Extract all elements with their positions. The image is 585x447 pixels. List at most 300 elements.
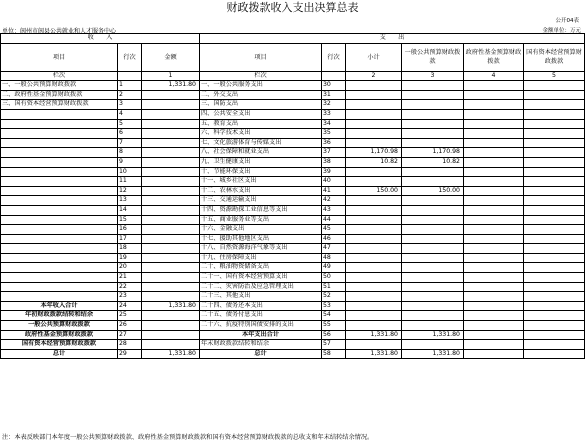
form-code: 公开04表 (555, 18, 579, 24)
expense-gov-fund (464, 186, 524, 196)
income-line: 20 (118, 263, 142, 273)
expense-state-capital (524, 321, 585, 331)
table-row (1, 167, 585, 177)
income-amount (142, 167, 200, 177)
expense-general-budget (402, 273, 464, 283)
col-line-right: 行次 (322, 43, 346, 71)
income-line: 2 (118, 90, 142, 100)
footnote: 注：本表反映部门本年度一般公共预算财政拨款、政府性基金预算财政拨款和国有资本经营预算财政拨款的总收支和年末结转结余情况。 (2, 434, 374, 441)
col-amount: 金额 (142, 43, 200, 71)
income-amount (142, 292, 200, 302)
income-line: 25 (118, 311, 142, 321)
expense-line: 42 (322, 196, 346, 206)
expense-gov-fund (464, 234, 524, 244)
expense-item: 四、公共安全支出 (200, 109, 322, 119)
income-amount (142, 138, 200, 148)
table-row (1, 138, 585, 148)
expense-subtotal (346, 129, 402, 139)
expense-item: 本年支出合计 (200, 330, 322, 340)
expense-state-capital (524, 109, 585, 119)
expense-subtotal (346, 109, 402, 119)
expense-state-capital (524, 330, 585, 340)
expense-gov-fund (464, 157, 524, 167)
expense-gov-fund (464, 301, 524, 311)
income-line: 5 (118, 119, 142, 129)
expense-subtotal (346, 273, 402, 283)
expense-gov-fund (464, 109, 524, 119)
income-line: 6 (118, 129, 142, 139)
income-amount (142, 244, 200, 254)
expense-gov-fund (464, 321, 524, 331)
expense-general-budget: 10.82 (402, 157, 464, 167)
expense-item: 十一、城乡社区支出 (200, 177, 322, 187)
expense-subtotal (346, 244, 402, 254)
income-item (1, 157, 118, 167)
col-num-3: 3 (402, 71, 464, 81)
expense-general-budget (402, 167, 464, 177)
expense-state-capital (524, 292, 585, 302)
expense-general-budget (402, 234, 464, 244)
expense-subtotal (346, 81, 402, 91)
income-amount (142, 129, 200, 139)
expense-line: 57 (322, 340, 346, 350)
expense-general-budget (402, 138, 464, 148)
col-item-left: 项目 (1, 43, 118, 71)
income-line: 24 (118, 301, 142, 311)
expense-line: 51 (322, 282, 346, 292)
expense-item: 二十二、灾害防治及应急管理支出 (200, 282, 322, 292)
expense-subtotal (346, 321, 402, 331)
expense-subtotal (346, 167, 402, 177)
income-line: 15 (118, 215, 142, 225)
expense-line: 43 (322, 205, 346, 215)
expense-state-capital (524, 263, 585, 273)
expense-general-budget (402, 129, 464, 139)
income-item (1, 244, 118, 254)
expense-item: 三、国防支出 (200, 100, 322, 110)
expense-gov-fund (464, 349, 524, 359)
expense-state-capital (524, 167, 585, 177)
income-amount (142, 215, 200, 225)
income-item (1, 177, 118, 187)
income-line: 29 (118, 349, 142, 359)
table-row (1, 225, 585, 235)
expense-item: 二十五、债务付息支出 (200, 311, 322, 321)
expense-subtotal (346, 119, 402, 129)
expense-item: 十二、农林水支出 (200, 186, 322, 196)
expense-subtotal (346, 100, 402, 110)
income-item: 政府性基金预算财政拨款 (1, 330, 118, 340)
table-row (1, 273, 585, 283)
expense-gov-fund (464, 273, 524, 283)
expense-state-capital (524, 301, 585, 311)
income-item (1, 205, 118, 215)
income-amount (142, 109, 200, 119)
expense-state-capital (524, 129, 585, 139)
income-amount (142, 100, 200, 110)
expense-item: 二十、粮油物资储备支出 (200, 263, 322, 273)
income-line: 14 (118, 205, 142, 215)
income-item: 一般公共预算财政拨款 (1, 321, 118, 331)
income-amount (142, 225, 200, 235)
expense-gov-fund (464, 205, 524, 215)
expense-general-budget (402, 301, 464, 311)
income-amount (142, 282, 200, 292)
expense-state-capital (524, 186, 585, 196)
expense-line: 38 (322, 157, 346, 167)
expense-subtotal (346, 196, 402, 206)
income-item (1, 109, 118, 119)
expense-line: 49 (322, 263, 346, 273)
expense-subtotal (346, 263, 402, 273)
expense-item: 十、节能环保支出 (200, 167, 322, 177)
expense-subtotal: 1,170.98 (346, 148, 402, 158)
expense-state-capital (524, 244, 585, 254)
expense-line: 46 (322, 234, 346, 244)
income-line: 17 (118, 234, 142, 244)
expense-state-capital (524, 177, 585, 187)
col-state-capital: 国有资本经营预算财政拨款 (524, 43, 585, 71)
income-amount (142, 177, 200, 187)
expense-general-budget (402, 109, 464, 119)
expense-line: 40 (322, 177, 346, 187)
income-line: 16 (118, 225, 142, 235)
expense-state-capital (524, 225, 585, 235)
expense-line: 45 (322, 225, 346, 235)
income-amount: 1,331.80 (142, 81, 200, 91)
income-amount (142, 340, 200, 350)
income-amount (142, 234, 200, 244)
expense-state-capital (524, 157, 585, 167)
expense-line: 52 (322, 292, 346, 302)
income-item: 三、国有资本经营预算财政拨款 (1, 100, 118, 110)
income-amount (142, 119, 200, 129)
expense-line: 39 (322, 167, 346, 177)
expense-subtotal (346, 282, 402, 292)
income-header: 收 入 (1, 34, 200, 44)
income-amount (142, 196, 200, 206)
expense-item: 十七、援助其他地区支出 (200, 234, 322, 244)
expense-general-budget (402, 196, 464, 206)
expense-general-budget: 1,170.98 (402, 148, 464, 158)
expense-subtotal: 1,331.80 (346, 330, 402, 340)
income-item (1, 292, 118, 302)
expense-state-capital (524, 349, 585, 359)
col-line-left: 行次 (118, 43, 142, 71)
expense-subtotal (346, 292, 402, 302)
col-gov-fund: 政府性基金预算财政拨款 (464, 43, 524, 71)
expense-general-budget (402, 263, 464, 273)
table-row (1, 109, 585, 119)
table-row (1, 90, 585, 100)
expense-subtotal (346, 215, 402, 225)
income-item: 总计 (1, 349, 118, 359)
income-item (1, 253, 118, 263)
expense-item: 五、教育支出 (200, 119, 322, 129)
col-num-4: 4 (464, 71, 524, 81)
income-item (1, 167, 118, 177)
expense-state-capital (524, 273, 585, 283)
expense-line: 58 (322, 349, 346, 359)
expense-state-capital (524, 148, 585, 158)
income-line: 13 (118, 196, 142, 206)
expense-line: 35 (322, 129, 346, 139)
table-row (1, 148, 585, 158)
expense-line: 34 (322, 119, 346, 129)
expense-state-capital (524, 119, 585, 129)
expense-gov-fund (464, 282, 524, 292)
expense-gov-fund (464, 177, 524, 187)
income-line: 1 (118, 81, 142, 91)
income-item: 二、政府性基金预算财政拨款 (1, 90, 118, 100)
expense-state-capital (524, 282, 585, 292)
expense-line: 47 (322, 244, 346, 254)
income-item: 国有资本经营预算财政拨款 (1, 340, 118, 350)
income-item: 一、一般公共预算财政拨款 (1, 81, 118, 91)
expense-general-budget (402, 100, 464, 110)
col-item-right: 项目 (200, 43, 322, 71)
income-amount (142, 148, 200, 158)
table-row (1, 177, 585, 187)
table-row (1, 215, 585, 225)
expense-item: 十六、金融支出 (200, 225, 322, 235)
income-item (1, 234, 118, 244)
expense-item: 八、社会保障和就业支出 (200, 148, 322, 158)
table-row (1, 196, 585, 206)
expense-item: 二、外交支出 (200, 90, 322, 100)
expense-line: 53 (322, 301, 346, 311)
expense-gov-fund (464, 292, 524, 302)
expense-gov-fund (464, 225, 524, 235)
income-line: 4 (118, 109, 142, 119)
expense-gov-fund (464, 215, 524, 225)
table-row (1, 253, 585, 263)
table-row (1, 244, 585, 254)
expense-item: 二十一、国有资本经营预算支出 (200, 273, 322, 283)
expense-general-budget: 1,331.80 (402, 330, 464, 340)
income-line: 26 (118, 321, 142, 331)
income-item (1, 119, 118, 129)
table-row (1, 349, 585, 359)
expense-subtotal (346, 311, 402, 321)
table-row (1, 321, 585, 331)
income-item (1, 129, 118, 139)
income-line: 21 (118, 273, 142, 283)
col-num-2: 2 (346, 71, 402, 81)
table-row (1, 330, 585, 340)
expense-gov-fund (464, 244, 524, 254)
budget-table (0, 33, 585, 359)
income-amount (142, 253, 200, 263)
expense-subtotal (346, 340, 402, 350)
income-item (1, 196, 118, 206)
income-item (1, 148, 118, 158)
expense-line: 44 (322, 215, 346, 225)
col-label-left: 栏次 (1, 71, 118, 81)
page-title: 财政拨款收入支出决算总表 (226, 1, 359, 14)
expense-general-budget (402, 282, 464, 292)
income-line: 11 (118, 177, 142, 187)
income-amount: 1,331.80 (142, 349, 200, 359)
expense-line: 55 (322, 321, 346, 331)
col-num-5: 5 (524, 71, 585, 81)
expense-general-budget (402, 215, 464, 225)
income-item (1, 186, 118, 196)
income-amount (142, 90, 200, 100)
income-item (1, 273, 118, 283)
expense-gov-fund (464, 100, 524, 110)
income-line: 23 (118, 292, 142, 302)
expense-state-capital (524, 340, 585, 350)
table-row (1, 340, 585, 350)
income-line: 7 (118, 138, 142, 148)
expense-line: 30 (322, 81, 346, 91)
table-row (1, 157, 585, 167)
expense-item: 九、卫生健康支出 (200, 157, 322, 167)
expense-subtotal (346, 301, 402, 311)
col-general-budget: 一般公共预算财政拨款 (402, 43, 464, 71)
expense-gov-fund (464, 253, 524, 263)
expense-item: 十九、住房保障支出 (200, 253, 322, 263)
expense-general-budget (402, 205, 464, 215)
table-row (1, 282, 585, 292)
expense-general-budget: 1,331.80 (402, 349, 464, 359)
expense-line: 37 (322, 148, 346, 158)
expense-state-capital (524, 205, 585, 215)
expense-general-budget (402, 81, 464, 91)
table-row (1, 301, 585, 311)
expense-gov-fund (464, 138, 524, 148)
expense-state-capital (524, 138, 585, 148)
expense-item: 总计 (200, 349, 322, 359)
table-row (1, 81, 585, 91)
expense-gov-fund (464, 330, 524, 340)
expense-general-budget (402, 90, 464, 100)
expense-item: 二十四、债务还本支出 (200, 301, 322, 311)
income-item (1, 215, 118, 225)
expense-gov-fund (464, 90, 524, 100)
expense-general-budget (402, 119, 464, 129)
expense-general-budget: 150.00 (402, 186, 464, 196)
expense-state-capital (524, 196, 585, 206)
unit-label: 单位：阆州市阆县公共就业和人才服务中心 (2, 28, 117, 35)
expense-item: 十三、交通运输支出 (200, 196, 322, 206)
income-item (1, 263, 118, 273)
income-line: 27 (118, 330, 142, 340)
income-item (1, 138, 118, 148)
expense-state-capital (524, 81, 585, 91)
expense-gov-fund (464, 311, 524, 321)
expense-gov-fund (464, 196, 524, 206)
expense-state-capital (524, 100, 585, 110)
income-amount (142, 273, 200, 283)
income-amount (142, 205, 200, 215)
expense-general-budget (402, 292, 464, 302)
expense-subtotal: 150.00 (346, 186, 402, 196)
expense-line: 41 (322, 186, 346, 196)
expense-gov-fund (464, 148, 524, 158)
expense-line: 48 (322, 253, 346, 263)
expense-subtotal (346, 234, 402, 244)
expense-item: 二十六、抗疫特别国债安排的支出 (200, 321, 322, 331)
income-amount (142, 157, 200, 167)
expense-line: 54 (322, 311, 346, 321)
expense-state-capital (524, 311, 585, 321)
expense-general-budget (402, 253, 464, 263)
table-row (1, 292, 585, 302)
expense-subtotal: 1,331.80 (346, 349, 402, 359)
table-row (1, 186, 585, 196)
table-row (1, 129, 585, 139)
expense-gov-fund (464, 119, 524, 129)
expense-general-budget (402, 340, 464, 350)
expense-item: 二十三、其他支出 (200, 292, 322, 302)
expense-gov-fund (464, 129, 524, 139)
income-line: 12 (118, 186, 142, 196)
income-line: 28 (118, 340, 142, 350)
expense-general-budget (402, 225, 464, 235)
income-line: 18 (118, 244, 142, 254)
expense-subtotal (346, 138, 402, 148)
expense-state-capital (524, 90, 585, 100)
expense-gov-fund (464, 167, 524, 177)
expense-state-capital (524, 215, 585, 225)
expense-line: 56 (322, 330, 346, 340)
amount-unit: 金额单位：万元 (542, 28, 581, 34)
expense-general-budget (402, 311, 464, 321)
income-line: 3 (118, 100, 142, 110)
income-amount (142, 330, 200, 340)
expense-subtotal (346, 253, 402, 263)
expense-general-budget (402, 321, 464, 331)
expense-subtotal (346, 225, 402, 235)
expense-line: 33 (322, 109, 346, 119)
expense-gov-fund (464, 81, 524, 91)
expense-subtotal (346, 177, 402, 187)
col-num-1: 1 (142, 71, 200, 81)
expense-subtotal: 10.82 (346, 157, 402, 167)
income-line: 19 (118, 253, 142, 263)
expense-state-capital (524, 234, 585, 244)
income-amount (142, 311, 200, 321)
col-label-right: 栏次 (200, 71, 322, 81)
income-amount (142, 321, 200, 331)
expense-subtotal (346, 205, 402, 215)
expense-general-budget (402, 244, 464, 254)
income-item: 本年收入合计 (1, 301, 118, 311)
expense-item: 六、科学技术支出 (200, 129, 322, 139)
table-row (1, 100, 585, 110)
expense-line: 50 (322, 273, 346, 283)
expense-gov-fund (464, 263, 524, 273)
expense-item: 十八、自然资源海洋气象等支出 (200, 244, 322, 254)
table-row (1, 234, 585, 244)
table-row (1, 119, 585, 129)
income-item (1, 282, 118, 292)
expense-general-budget (402, 177, 464, 187)
expense-item: 十四、资源勘探工业信息等支出 (200, 205, 322, 215)
income-amount (142, 263, 200, 273)
income-line: 9 (118, 157, 142, 167)
income-line: 22 (118, 282, 142, 292)
income-item (1, 225, 118, 235)
col-subtotal: 小计 (346, 43, 402, 71)
expense-subtotal (346, 90, 402, 100)
expense-gov-fund (464, 340, 524, 350)
expense-line: 36 (322, 138, 346, 148)
table-row (1, 205, 585, 215)
expense-state-capital (524, 253, 585, 263)
